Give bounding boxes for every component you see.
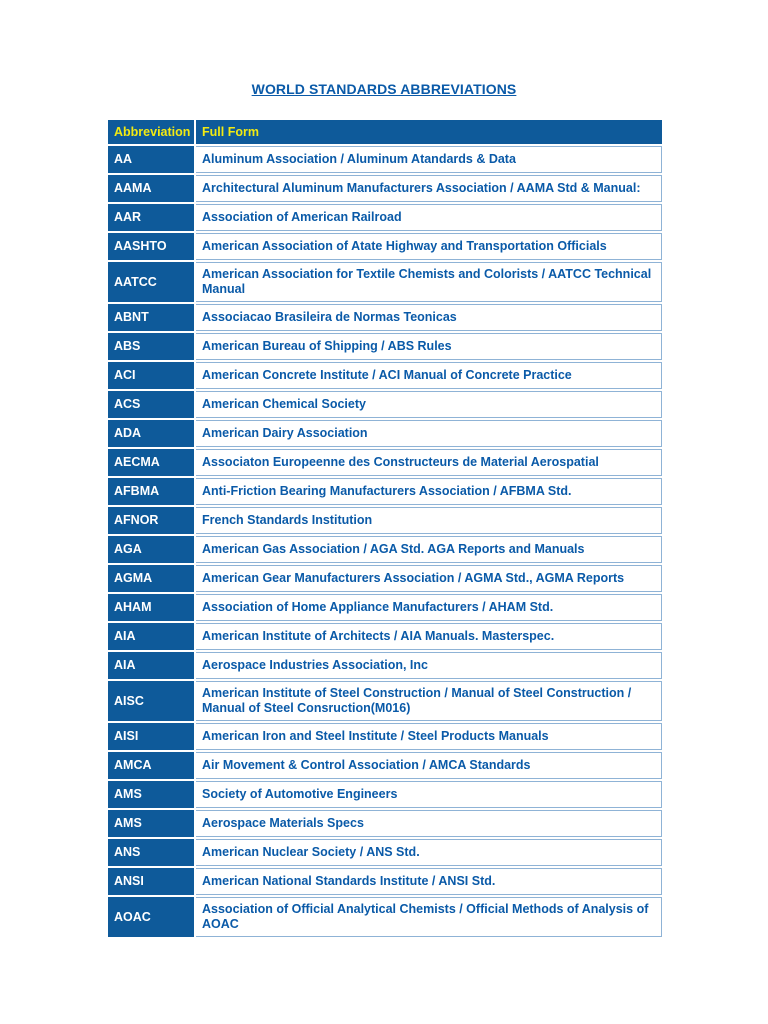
full-form-cell: American Institute of Steel Construction / Manual of Steel Construction / Manual of Steel Consruction(M016)	[196, 681, 662, 721]
full-form-cell: Anti-Friction Bearing Manufacturers Association / AFBMA Std.	[196, 478, 662, 505]
abbreviation-cell: ACI	[108, 362, 196, 389]
abbreviation-cell: ANS	[108, 839, 196, 866]
table-row	[108, 839, 662, 866]
table-row	[108, 262, 662, 302]
abbreviation-cell: AMS	[108, 781, 196, 808]
full-form-cell: Aerospace Materials Specs	[196, 810, 662, 837]
full-form-cell: American Association for Textile Chemists and Colorists / AATCC Technical Manual	[196, 262, 662, 302]
full-form-cell: American Association of Atate Highway and Transportation Officials	[196, 233, 662, 260]
full-form-cell: Associaton Europeenne des Constructeurs de Material Aerospatial	[196, 449, 662, 476]
table-row	[108, 681, 662, 721]
full-form-cell: American National Standards Institute / ANSI Std.	[196, 868, 662, 895]
abbreviations-table	[108, 118, 662, 939]
table-row	[108, 752, 662, 779]
abbreviation-cell: AECMA	[108, 449, 196, 476]
abbreviation-cell: AMCA	[108, 752, 196, 779]
full-form-cell: Association of Official Analytical Chemists / Official Methods of Analysis of AOAC	[196, 897, 662, 937]
table-row	[108, 175, 662, 202]
table-row	[108, 478, 662, 505]
table-row	[108, 897, 662, 937]
table-row	[108, 723, 662, 750]
table-row	[108, 333, 662, 360]
abbreviation-cell: AAR	[108, 204, 196, 231]
table-row	[108, 304, 662, 331]
table-row	[108, 623, 662, 650]
full-form-cell: American Concrete Institute / ACI Manual of Concrete Practice	[196, 362, 662, 389]
abbreviation-cell: AMS	[108, 810, 196, 837]
abbreviation-cell: AOAC	[108, 897, 196, 937]
table-row	[108, 362, 662, 389]
table-row	[108, 204, 662, 231]
table-row	[108, 781, 662, 808]
table-header-row	[108, 120, 662, 144]
table-row	[108, 233, 662, 260]
table-row	[108, 146, 662, 173]
abbreviation-cell: AISI	[108, 723, 196, 750]
full-form-cell: Associacao Brasileira de Normas Teonicas	[196, 304, 662, 331]
abbreviation-cell: AAMA	[108, 175, 196, 202]
table-row	[108, 420, 662, 447]
full-form-cell: American Dairy Association	[196, 420, 662, 447]
table-row	[108, 652, 662, 679]
table-row	[108, 536, 662, 563]
page-title: WORLD STANDARDS ABBREVIATIONS	[251, 81, 517, 97]
full-form-cell: Architectural Aluminum Manufacturers Association / AAMA Std & Manual:	[196, 175, 662, 202]
column-header-full-form: Full Form	[196, 120, 662, 144]
table-row	[108, 810, 662, 837]
full-form-cell: Association of Home Appliance Manufacturers / AHAM Std.	[196, 594, 662, 621]
abbreviation-cell: AISC	[108, 681, 196, 721]
full-form-cell: American Bureau of Shipping / ABS Rules	[196, 333, 662, 360]
full-form-cell: American Gas Association / AGA Std. AGA Reports and Manuals	[196, 536, 662, 563]
table-row	[108, 565, 662, 592]
abbreviation-cell: ABS	[108, 333, 196, 360]
full-form-cell: American Iron and Steel Institute / Steel Products Manuals	[196, 723, 662, 750]
full-form-cell: American Institute of Architects / AIA Manuals. Masterspec.	[196, 623, 662, 650]
full-form-cell: American Chemical Society	[196, 391, 662, 418]
table-row	[108, 507, 662, 534]
full-form-cell: French Standards Institution	[196, 507, 662, 534]
abbreviation-cell: AASHTO	[108, 233, 196, 260]
table-row	[108, 594, 662, 621]
full-form-cell: Aerospace Industries Association, Inc	[196, 652, 662, 679]
abbreviation-cell: AATCC	[108, 262, 196, 302]
abbreviation-cell: AA	[108, 146, 196, 173]
full-form-cell: American Nuclear Society / ANS Std.	[196, 839, 662, 866]
abbreviation-cell: AFNOR	[108, 507, 196, 534]
full-form-cell: American Gear Manufacturers Association / AGMA Std., AGMA Reports	[196, 565, 662, 592]
abbreviation-cell: ACS	[108, 391, 196, 418]
abbreviation-cell: AIA	[108, 623, 196, 650]
table-row	[108, 868, 662, 895]
table-row	[108, 449, 662, 476]
abbreviation-cell: ABNT	[108, 304, 196, 331]
full-form-cell: Society of Automotive Engineers	[196, 781, 662, 808]
column-header-abbreviation: Abbreviation	[108, 120, 196, 144]
abbreviation-cell: ADA	[108, 420, 196, 447]
table-row	[108, 391, 662, 418]
abbreviation-cell: AHAM	[108, 594, 196, 621]
abbreviation-cell: AFBMA	[108, 478, 196, 505]
abbreviation-cell: AGA	[108, 536, 196, 563]
abbreviation-cell: AGMA	[108, 565, 196, 592]
table-body	[108, 146, 662, 937]
abbreviation-cell: AIA	[108, 652, 196, 679]
full-form-cell: Association of American Railroad	[196, 204, 662, 231]
full-form-cell: Aluminum Association / Aluminum Atandards & Data	[196, 146, 662, 173]
full-form-cell: Air Movement & Control Association / AMCA Standards	[196, 752, 662, 779]
abbreviation-cell: ANSI	[108, 868, 196, 895]
